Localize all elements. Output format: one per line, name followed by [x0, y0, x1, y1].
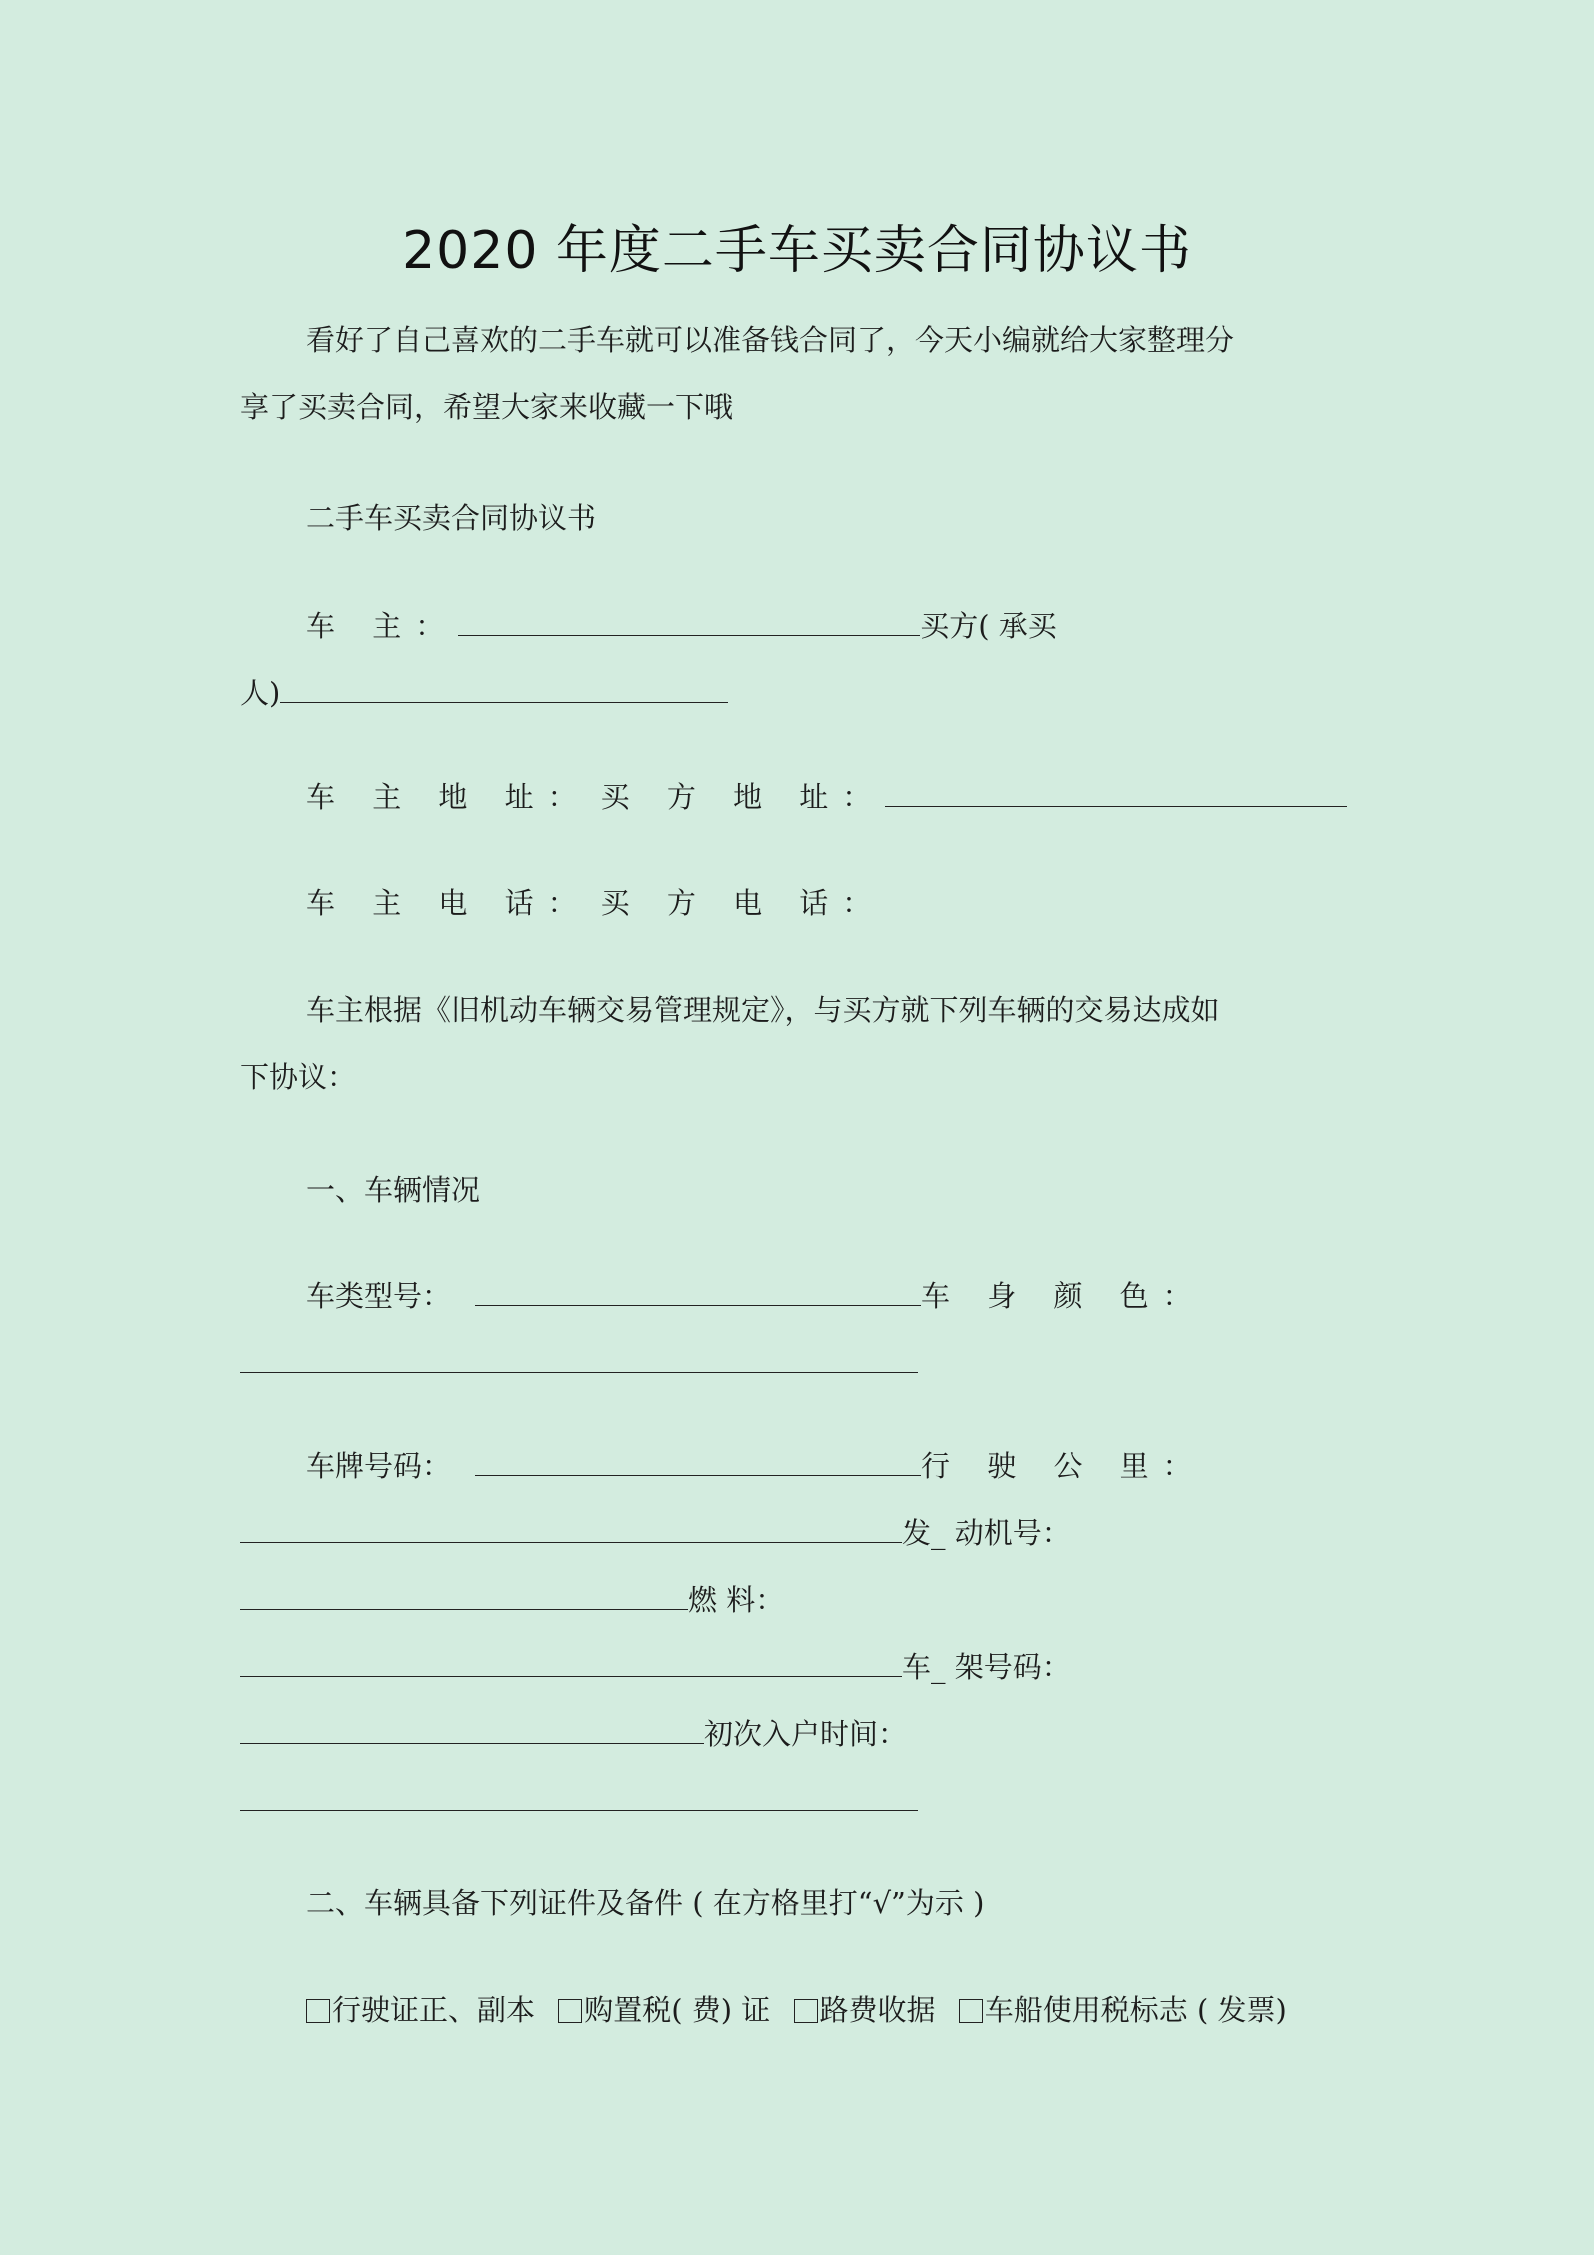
model-label: 车类型号： — [306, 1279, 452, 1313]
owner-phone-label: 车 主 电 话： — [306, 886, 591, 920]
buyer-blank[interactable] — [280, 672, 728, 703]
plate-line — [306, 1445, 1206, 1486]
model-line — [306, 1275, 1206, 1316]
buyer-phone-label: 买 方 电 话： — [600, 886, 886, 920]
item-license: 行驶证正、副本 — [332, 1993, 536, 2027]
section1-heading: 一、车辆情况 — [306, 1173, 481, 1207]
engine-line — [240, 1579, 784, 1620]
checkbox-road-fee[interactable] — [794, 1999, 818, 2023]
color-label: 车 身 颜 色： — [921, 1279, 1206, 1313]
register-line — [240, 1780, 918, 1821]
owner-blank[interactable] — [458, 605, 920, 636]
checkbox-license[interactable] — [306, 1999, 330, 2023]
intro-line-2: 享了买卖合同，希望大家来收藏一下哦 — [240, 390, 734, 424]
register-blank[interactable] — [240, 1780, 918, 1811]
subtitle: 二手车买卖合同协议书 — [306, 501, 597, 535]
checkbox-purchase-tax[interactable] — [558, 1999, 582, 2023]
item-purchase-tax: 购置税( 费) 证 — [584, 1993, 771, 2027]
engine-blank[interactable] — [240, 1579, 688, 1610]
document-title: 2020 年度二手车买卖合同协议书 — [402, 221, 1192, 281]
register-label: 初次入户时间： — [704, 1717, 908, 1751]
owner-address-label: 车 主 地 址： — [306, 780, 591, 814]
intro-line-1: 看好了自己喜欢的二手车就可以准备钱合同了，今天小编就给大家整理分 — [306, 323, 1235, 357]
buyer-address-label: 买 方 地 址： — [600, 780, 886, 814]
mileage-label: 行 驶 公 里： — [921, 1449, 1206, 1483]
buyer-address-blank[interactable] — [885, 776, 1347, 807]
engine-label: 发_ 动机号： — [902, 1516, 1071, 1550]
owner-label: 车 主： — [306, 609, 459, 643]
color-line — [240, 1342, 918, 1383]
frame-blank[interactable] — [240, 1713, 704, 1744]
plate-label: 车牌号码： — [306, 1449, 452, 1483]
frame-label: 车_ 架号码： — [902, 1650, 1071, 1684]
fuel-blank[interactable] — [240, 1646, 902, 1677]
buyer-line — [240, 672, 728, 713]
model-blank[interactable] — [475, 1275, 921, 1306]
buyer-label: 买方( 承买 — [920, 609, 1057, 643]
fuel-label: 燃 料： — [688, 1583, 785, 1617]
address-line — [306, 776, 1347, 817]
agreement-line-2: 下协议： — [240, 1060, 357, 1094]
phone-line — [306, 883, 885, 923]
item-road-fee: 路费收据 — [819, 1993, 936, 2027]
fuel-line — [240, 1646, 1071, 1687]
color-blank[interactable] — [240, 1342, 918, 1373]
plate-blank[interactable] — [475, 1445, 921, 1476]
checkbox-vehicle-tax[interactable] — [959, 1999, 983, 2023]
agreement-line-1: 车主根据《旧机动车辆交易管理规定》，与买方就下列车辆的交易达成如 — [306, 993, 1220, 1027]
item-vehicle-tax: 车船使用税标志 ( 发票) — [984, 1993, 1287, 2027]
mileage-line — [240, 1512, 1071, 1553]
documents-checklist — [306, 1990, 1287, 2030]
owner-line — [306, 605, 1057, 646]
buyer-label-cont: 人) — [240, 676, 281, 710]
mileage-blank[interactable] — [240, 1512, 902, 1543]
section2-heading: 二、车辆具备下列证件及备件 ( 在方格里打“√”为示 ) — [306, 1886, 985, 1920]
frame-line — [240, 1713, 907, 1754]
